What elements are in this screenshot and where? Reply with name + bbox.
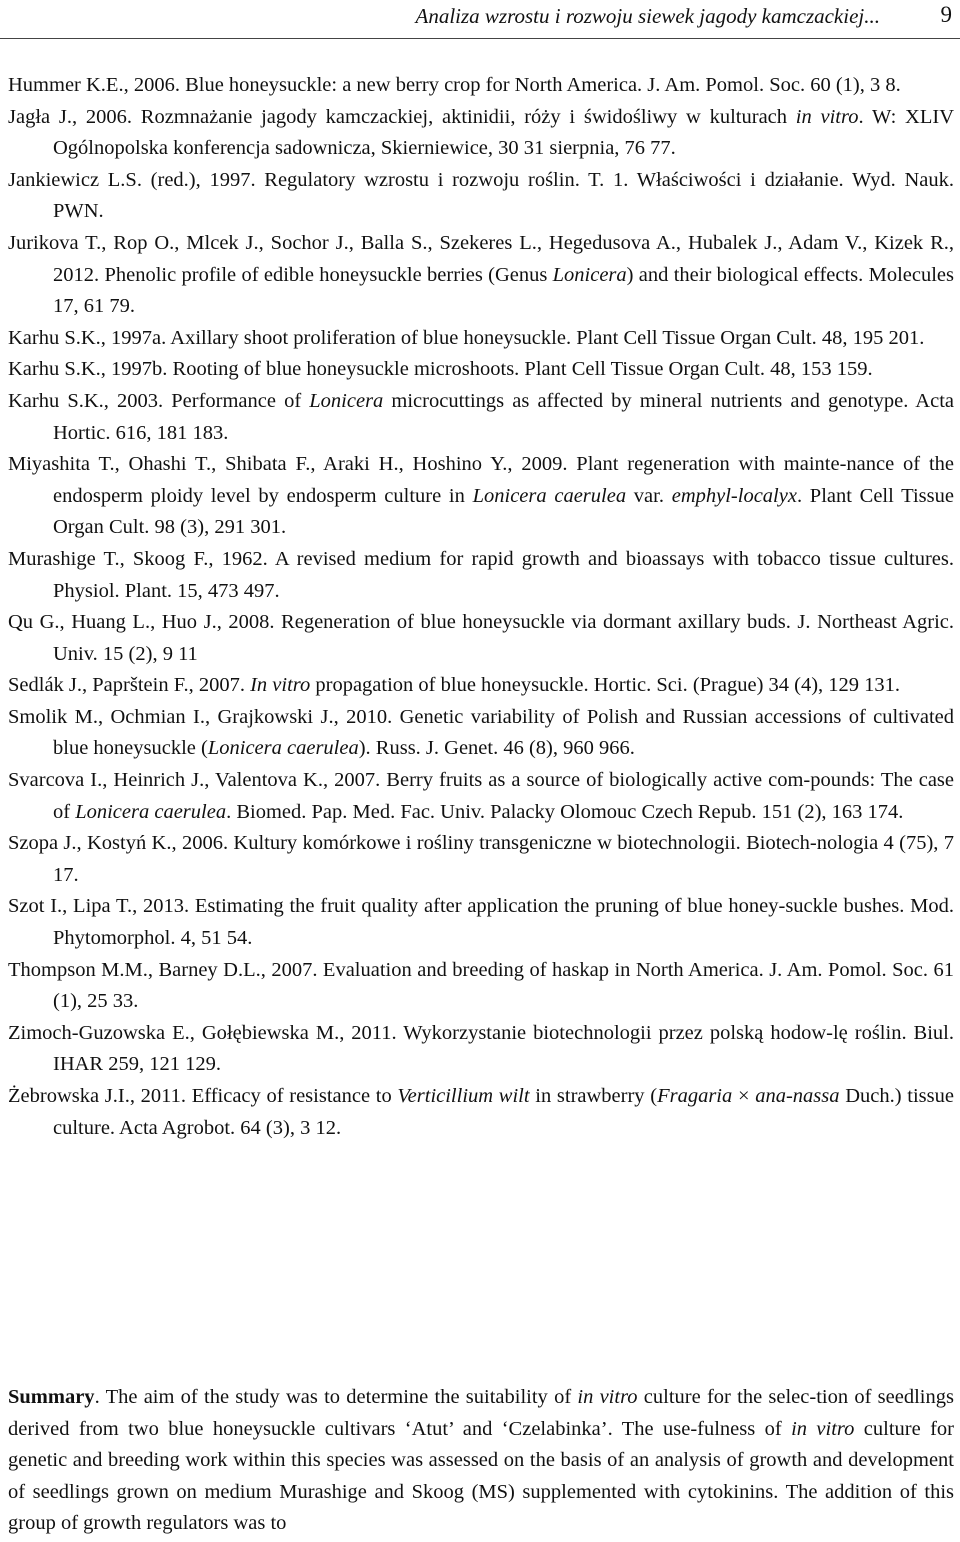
text-run: Svarcova I., Heinrich J., Valentova K., 2007. Berry fruits as a source of biologically active com-pounds: The case of — [8, 769, 954, 823]
text-run: Szopa J., Kostyń K., 2006. Kultury komórkowe i rośliny transgeniczne w biotechnologii. Biotech-nologia 4 (75), 7 17. — [8, 832, 954, 886]
reference-entry — [8, 765, 954, 828]
text-run: Karhu S.K., 1997b. Rooting of blue honeysuckle microshoots. Plant Cell Tissue Organ Cult. 48, 153 159. — [8, 358, 873, 381]
italic-text: Lonicera caerulea — [207, 737, 359, 760]
text-run: Karhu S.K., 2003. Performance of — [8, 389, 310, 412]
reference-list — [8, 70, 954, 1144]
italic-text: Fragaria — [657, 1085, 733, 1107]
reference-entry — [8, 544, 954, 607]
text-run: Jagła J., 2006. Rozmnażanie jagody kamczackiej, aktinidii, róży i świdośliwy w kulturach — [8, 105, 796, 128]
text-run: . The aim of the study was to determine the suitability of — [94, 1386, 578, 1408]
text-run: . Plant Cell Tissue Organ Cult. 98 (3), 291 301. — [53, 484, 954, 539]
text-run: propagation of blue honeysuckle. Hortic. Sci. (Prague) 34 (4), 129 131. — [310, 674, 901, 697]
text-run: Jurikova T., Rop O., Mlcek J., Sochor J., Balla S., Szekeres L., Hegedusova A., Hubalek J., Adam V., Kizek R., 2012. Phenolic profile of edible honeysuckle berries (Genus — [8, 231, 954, 286]
reference-entry — [8, 1018, 954, 1081]
reference-entry — [8, 891, 954, 954]
italic-text: Lonicera — [552, 263, 627, 286]
italic-text: Verticillium wilt — [397, 1085, 530, 1107]
text-run: Murashige T., Skoog F., 1962. A revised medium for rapid growth and bioassays with tobacco tissue cultures. Physiol. Plant. 15, 473 497. — [8, 547, 954, 602]
italic-text: Lonicera — [309, 389, 384, 412]
text-run: Sedlák J., Paprštein F., 2007. — [8, 674, 251, 697]
summary-paragraph — [8, 1382, 954, 1540]
reference-entry — [8, 70, 954, 102]
reference-entry — [8, 828, 954, 891]
text-run: Duch.) tissue culture. Acta Agrobot. 64 (3), 3 12. — [53, 1085, 954, 1139]
italic-text: emphyl-localyx — [671, 484, 797, 507]
text-run: Jankiewicz L.S. (red.), 1997. Regulatory wzrostu i rozwoju roślin. T. 1. Właściwości i działanie. Wyd. Nauk. PWN. — [8, 168, 954, 223]
reference-entry — [8, 1081, 954, 1144]
text-run: . Biomed. Pap. Med. Fac. Univ. Palacky Olomouc Czech Repub. 151 (2), 163 174. — [226, 800, 904, 823]
running-header — [0, 2, 960, 36]
reference-entry — [8, 449, 954, 544]
text-run: Thompson M.M., Barney D.L., 2007. Evaluation and breeding of haskap in North America. J. Am. Pomol. Soc. 61 (1), 25 33. — [8, 958, 954, 1013]
reference-entry — [8, 955, 954, 1018]
page-number: 9 — [940, 2, 952, 27]
text-run: microcuttings as affected by mineral nutrients and genotype. Acta Hortic. 616, 181 183. — [53, 389, 955, 444]
italic-text: in vitro — [791, 1417, 855, 1440]
reference-entry — [8, 228, 954, 323]
reference-entry — [8, 323, 954, 355]
text-run: Qu G., Huang L., Huo J., 2008. Regeneration of blue honeysuckle via dormant axillary buds. J. Northeast Agric. Univ. 15 (2), 9 11 — [8, 611, 954, 665]
reference-entry — [8, 670, 954, 702]
italic-text: Lonicera caerulea — [75, 800, 227, 823]
text-run: Smolik M., Ochmian I., Grajkowski J., 2010. Genetic variability of Polish and Russian accessions of cultivated blue honeysuckle ( — [8, 705, 954, 760]
reference-entry — [8, 607, 954, 670]
text-run: ) and their biological effects. Molecules 17, 61 79. — [53, 263, 954, 318]
text-run: × — [732, 1085, 756, 1107]
italic-text: in vitro — [795, 105, 859, 128]
italic-text: Lonicera caerulea — [472, 484, 627, 507]
text-run: Karhu S.K., 1997a. Axillary shoot proliferation of blue honeysuckle. Plant Cell Tissue Organ Cult. 48, 195 201. — [8, 326, 925, 349]
text-run: culture for genetic and breeding work within this species was assessed on the basis of an analysis of growth and development of seedlings grown on medium Murashige and Skoog (MS) supplemented with cytokinins. The addition of this group of growth regulators was to — [8, 1417, 954, 1535]
italic-text: in vitro — [577, 1386, 638, 1408]
text-run: Zimoch-Guzowska E., Gołębiewska M., 2011. Wykorzystanie biotechnologii przez polską hodow-lę roślin. Biul. IHAR 259, 121 129. — [8, 1021, 954, 1076]
reference-entry — [8, 354, 954, 386]
text-run: Miyashita T., Ohashi T., Shibata F., Araki H., Hoshino Y., 2009. Plant regeneration with mainte-nance of the endosperm ploidy level by endosperm culture in — [8, 453, 954, 507]
text-run: culture for the selec-tion of seedlings derived from two blue honeysuckle cultivars ‘Atut’ and ‘Czelabinka’. The use-fulness of — [8, 1386, 954, 1440]
reference-entry — [8, 702, 954, 765]
reference-entry — [8, 165, 954, 228]
header-rule — [0, 38, 960, 39]
text-run: Szot I., Lipa T., 2013. Estimating the fruit quality after application the pruning of blue honey-suckle bushes. Mod. Phytomorphol. 4, 51 54. — [8, 895, 954, 950]
text-run: var. — [626, 484, 672, 507]
reference-entry — [8, 386, 954, 449]
summary-heading: Summary — [8, 1386, 95, 1408]
reference-entry — [8, 102, 954, 165]
text-run: . W: XLIV Ogólnopolska konferencja sadownicza, Skierniewice, 30 31 sierpnia, 76 77. — [53, 105, 955, 160]
text-run: Hummer K.E., 2006. Blue honeysuckle: a new berry crop for North America. J. Am. Pomol. Soc. 60 (1), 3 8. — [8, 74, 901, 96]
running-title: Analiza wzrostu i rozwoju siewek jagody kamczackiej... — [415, 4, 880, 28]
italic-text: In vitro — [250, 674, 311, 697]
italic-text: ana-nassa — [755, 1085, 840, 1107]
text-run: Żebrowska J.I., 2011. Efficacy of resistance to — [8, 1085, 398, 1107]
text-run: in strawberry ( — [529, 1085, 658, 1107]
text-run: ). Russ. J. Genet. 46 (8), 960 966. — [358, 737, 635, 760]
